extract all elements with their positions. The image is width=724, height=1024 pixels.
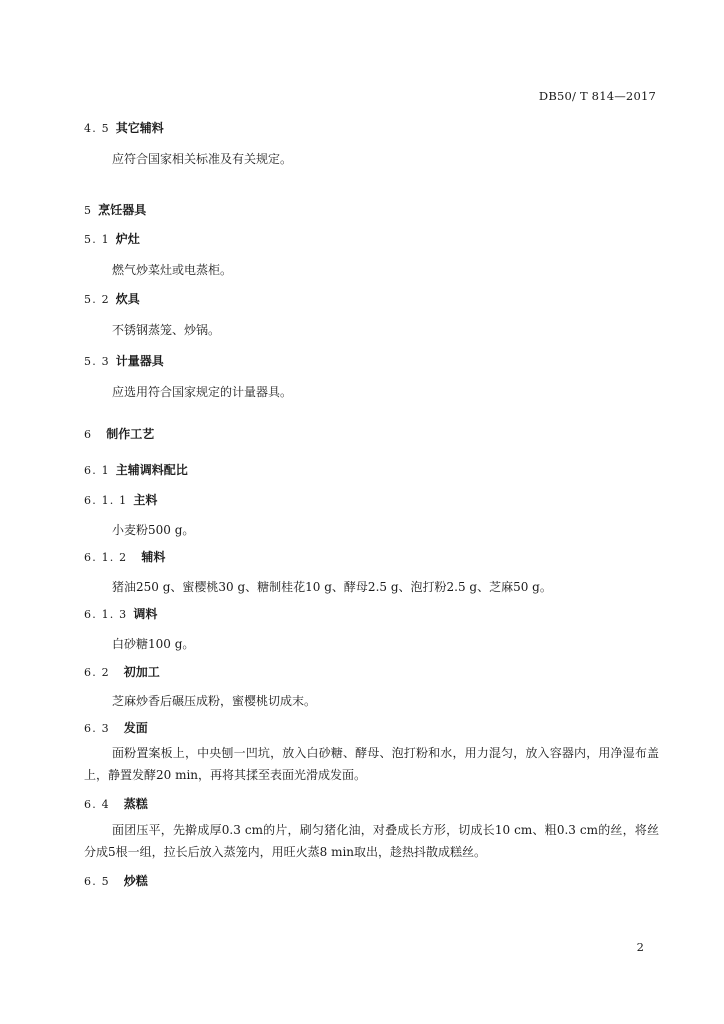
paragraph: 应符合国家相关标准及有关规定。 [112, 152, 293, 166]
section-title: 发面 [123, 721, 148, 735]
section-heading-5-1 [84, 230, 140, 247]
section-title: 其它辅料 [115, 121, 164, 135]
paragraph: 燃气炒菜灶或电蒸柜。 [112, 263, 233, 277]
section-title: 主料 [133, 493, 158, 507]
section-number: 5. 3 [84, 355, 110, 368]
paragraph: 面粉置案板上，中央刨一凹坑，放入白砂糖、酵母、泡打粉和水，用力混匀，放入容器内，用净湿布盖上，静置发酵20 min，再将其揉至表面光滑成发面。 [84, 746, 659, 782]
section-title: 初加工 [123, 665, 160, 679]
paragraph: 面团压平，先擀成厚0.3 cm的片，刷匀猪化油，对叠成长方形，切成长10 cm、粗0.3 cm的丝，将丝分成5根一组，拉长后放入蒸笼内，用旺火蒸8 min取出，趁热抖散成糕丝。 [84, 823, 659, 859]
section-number: 6. 5 [84, 875, 110, 888]
section-title: 炊具 [115, 292, 140, 306]
section-number: 5. 2 [84, 293, 110, 306]
section-heading-5-2 [84, 290, 140, 307]
section-title: 计量器具 [115, 354, 164, 368]
standard-code: DB50/ T 814—2017 [538, 89, 656, 103]
section-title: 制作工艺 [106, 427, 155, 441]
section-title: 炒糕 [123, 874, 148, 888]
section-heading-6-1 [84, 461, 188, 478]
section-title: 调料 [133, 607, 158, 621]
section-heading-5-3 [84, 352, 164, 369]
paragraph: 猪油250 g、蜜樱桃30 g、糖制桂花10 g、酵母2.5 g、泡打粉2.5 g、芝麻50 g。 [112, 580, 552, 594]
page-number: 2 [636, 940, 644, 954]
section-number: 6 [84, 428, 93, 441]
section-number: 6. 1 [84, 464, 110, 477]
section-number: 5 [84, 204, 93, 217]
section-heading-6 [84, 425, 154, 442]
section-number: 6. 1. 2 [84, 551, 128, 564]
paragraph: 小麦粉500 g。 [112, 523, 195, 537]
paragraph: 白砂糖100 g。 [112, 637, 195, 651]
section-title: 主辅调料配比 [115, 463, 188, 477]
section-title: 蒸糕 [123, 797, 148, 811]
section-heading-6-1-1 [84, 491, 157, 508]
section-heading-5 [84, 201, 146, 218]
section-heading-4-5 [84, 119, 164, 136]
section-heading-6-1-2 [84, 548, 165, 565]
section-number: 6. 1. 3 [84, 608, 128, 621]
section-number: 6. 4 [84, 798, 110, 811]
section-number: 6. 2 [84, 666, 110, 679]
paragraph: 芝麻炒香后碾压成粉，蜜樱桃切成末。 [112, 694, 317, 708]
section-heading-6-2 [84, 663, 160, 680]
section-number: 6. 3 [84, 722, 110, 735]
section-title: 辅料 [141, 550, 166, 564]
paragraph: 应选用符合国家规定的计量器具。 [112, 385, 293, 399]
section-heading-6-4 [84, 795, 148, 812]
section-title: 烹饪器具 [98, 203, 147, 217]
section-number: 4. 5 [84, 122, 110, 135]
section-heading-6-3 [84, 719, 148, 736]
section-title: 炉灶 [115, 232, 140, 246]
section-number: 5. 1 [84, 233, 110, 246]
section-heading-6-1-3 [84, 605, 157, 622]
section-heading-6-5 [84, 872, 148, 889]
paragraph: 不锈钢蒸笼、炒锅。 [112, 323, 221, 337]
section-number: 6. 1. 1 [84, 494, 128, 507]
